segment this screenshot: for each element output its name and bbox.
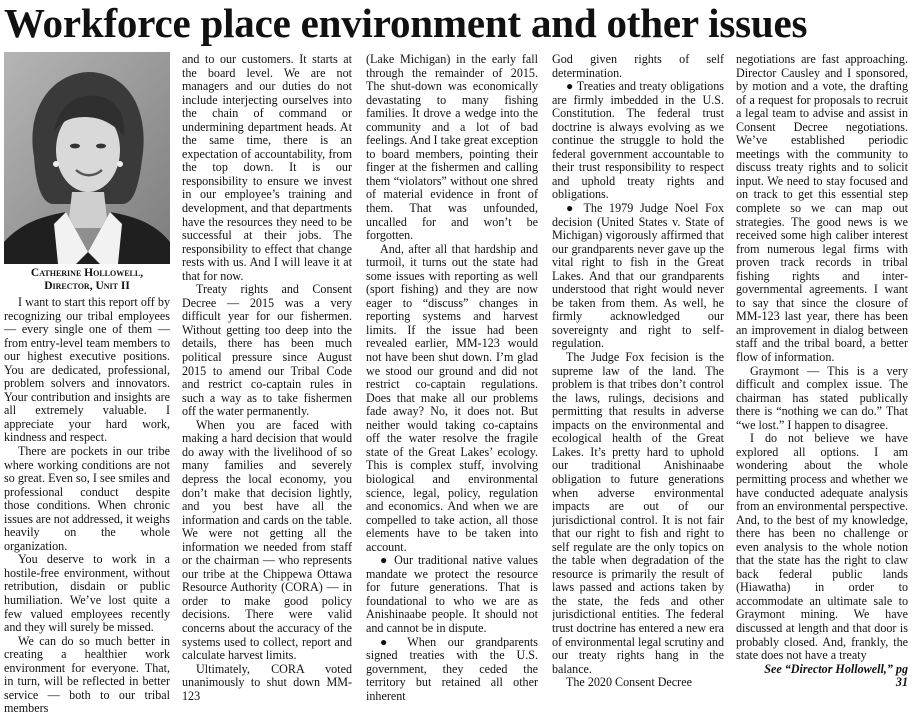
portrait-illustration [4,52,170,264]
bullet-paragraph: ● When our grandparents signed treaties with the U.S. government, they ceded the territory but retained all other inherent [366,634,538,703]
author-portrait [4,52,170,264]
bullet-paragraph: ● Treaties and treaty obligations are firmly imbedded in the U.S. Constitution. The federal trust doctrine is always evolving as we continue the struggle to hold the federal government accountable to their trust responsibility to respect and uphold treaty rights and obligations. [552,79,724,202]
paragraph: God given rights of self determination. [552,53,724,80]
column-5 [736,53,908,727]
paragraph: Graymont — This is a very difficult and complex issue. The chairman has stated publically there is “nothing we can do.” That “we lost.” I happen to disagree. [736,363,908,432]
bullet-paragraph: ● Our traditional native values mandate we protect the resource for future generations. That is foundational to who we are as Anishinaabe people. It should not and cannot be in dispute. [366,553,538,635]
paragraph: You deserve to work in a hostile-free environment, without retribution, disdain or public humiliation. We’ve lost quite a few valued employees recently and they will surely be missed. [4,552,170,635]
paragraph: (Lake Michigan) in the early fall through the remainder of 2015. The shut-down was economically devastating to many fishing families. It drove a wedge into the community and a lot of bad feelings. And I take great exception to board members, pointing their finger at the fishermen and calling them “violators” without one shred of material evidence in front of them. That was unfounded, uncalled for and won’t be forgotten. [366,53,538,243]
paragraph: When you are faced with making a hard decision that would do away with the livelihood of so many families and severely depress the local economy, you don’t make that decision lightly, and you best have all the information and cards on the table. We were not getting all the information we needed from staff or the chairman — who represents our tribe at the Chippewa Ottawa Resource Authority (CORA) — in order to make good policy decisions. There were valid concerns about the accuracy of the systems used to collect, report and calculate harvest limits. [182,417,352,663]
caption-name: Catherine Hollowell, [30,267,144,279]
paragraph: The Judge Fox fecision is the supreme law of the land. The problem is that tribes don’t control the laws, rulings, decisions and permitting that results in adverse impacts on the environmental and ecological health of the Great Lakes. It’s pretty hard to uphold our traditional Anishinaabe obligation to future generations when adverse environmental impacts are out of our jurisdictional control. It is not fair that our right to fish and right to self regulate are the only topics on the table when degradation of the resource is primarily the result of laws passed and actions taken by the state, the feds and other jurisdictional entities. The federal trust doctrine has entered a new era of environmental legal scrutiny and our treaty rights hang in the balance. [552,350,724,676]
paragraph: and to our customers. It starts at the board level. We are not managers and our duties do not include interjecting ourselves into the chain of command or undermining department heads. At the same time, there is an expectation of accountability, from the top down. It is our responsibility to ensure we invest in our employee’s training and development, and that departments have the resources they need to be successful at their jobs. The responsibility to effect that change rests with us. And I will leave it at that for now. [182,53,352,283]
column-3 [366,53,538,727]
paragraph: Treaty rights and Consent Decree — 2015 was a very difficult year for our fishermen. Without getting too deep into the details, there has been much political pressure since August 2015 to amend our Tribal Code and restrict co-captain rules in such a way as to take fishermen off the water permanently. [182,282,352,419]
paragraph: The 2020 Consent Decree [566,675,692,690]
paragraph: I want to start this report off by recognizing our tribal employees — every single one of them — from entry-level team members to our highest executive positions. You are dedicated, professional, problem solvers and innovators. Your contribution and insights are all extremely valuable. I appreciate your hard work, kindness and respect. [4,296,170,445]
bullet-paragraph: ● The 1979 Judge Noel Fox decision (United States v. State of Michigan) vigorously affirmed that our grandparents never gave up the vital right to fish in the Great Lakes. And that our grandparents understood that right would never be taken from them. As well, he firmly acknowledged our sovereignty and right to self-regulation. [552,201,724,351]
column-4 [552,53,724,727]
paragraph: Ultimately, CORA voted unanimously to shut down MM-123 [182,661,352,703]
paragraph: There are pockets in our tribe where working conditions are not so great. Even so, I see smiles and professional conduct despite those conditions. When chronic issues are not addressed, it weighs heavily on the whole organization. [4,444,170,553]
paragraph: negotiations are fast approaching. Director Causley and I sponsored, by motion and a vote, the drafting of a request for proposals to recruit a legal team to advise and assist in Consent Decree negotiations. We’ve established periodic meetings with the community to discuss treaty rights and to solicit input. We need to stay focused and on track to get this essential step complete so we can map out strategies. The good news is we received some high caliber interest from numerous legal firms with proven track records in tribal fishing rights and inter-governmental agreements. I want to say that since the closure of MM-123 last year, there has been an improvement in dialog between staff and the tribal board, a better flow of information. [736,53,908,365]
paragraph: And, after all that hardship and turmoil, it turns out the state had some issues with reporting as well (sport fishing) and they are now eager to “discuss” changes in reporting systems and harvest limits. If the issue had been revealed earlier, MM-123 would not have been shut down. I’m glad we stood our ground and did not restrict co-captain regulations. Does that make all our problems fade away? No, it does not. But neither would taking co-captains off the water resolve the fragile state of the Great Lakes’ ecology. This is complex stuff, involving biological and environmental science, legal, policy, regulation and economics. And when we are compelled to take action, all those elements have to be taken into account. [366,241,538,554]
paragraph: I do not believe we have explored all options. I am wondering about the whole permitting process and whether we have conducted adequate analysis from an environmental perspective. And, to the best of my knowledge, there has been no challenge or even analysis to the whole notion that the state has the right to claw back federal public lands (Hiawatha) in order to accommodate an ultimate sale to Graymont mining. We have discussed at length and that door is probably closed. And, frankly, the state does not have a treaty [736,431,908,663]
photo-caption [4,267,170,293]
headline: Workforce place environment and other issues [4,0,808,46]
column-2 [182,53,352,727]
continued-link[interactable]: See “Director Hollowell,” pg 31 [764,661,908,690]
paragraph: We can do so much better in creating a healthier work environment for everyone. That, in turn, will be reflected in better service — both to our tribal members [4,633,170,716]
caption-title: Director, Unit II [44,280,130,292]
column-1 [4,296,170,726]
